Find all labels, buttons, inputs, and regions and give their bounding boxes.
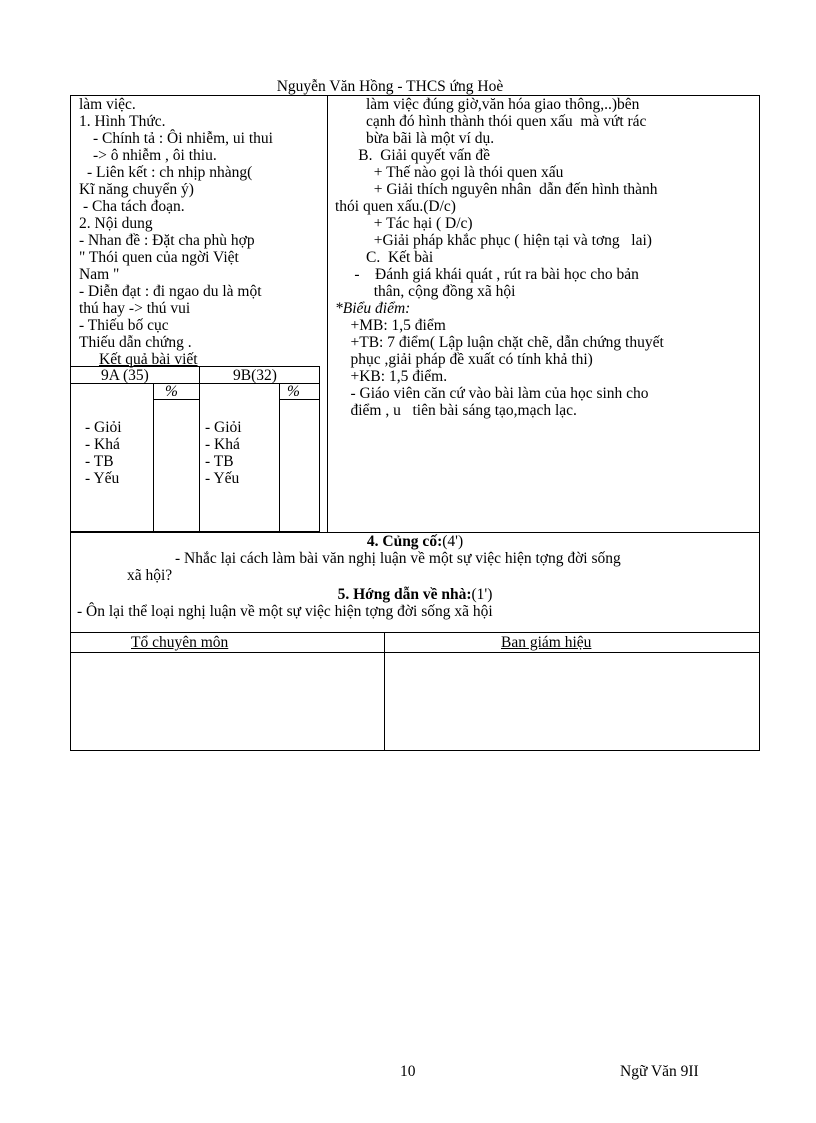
left-line-1: 1. Hình Thức. — [79, 113, 166, 130]
grade-kha-b: - Khá — [205, 436, 240, 453]
percent-a: % — [165, 383, 178, 400]
class-9b-header: 9B(32) — [233, 367, 277, 384]
grade-yeu-a: - Yếu — [85, 470, 120, 487]
results-table — [70, 366, 320, 532]
left-line-8: - Nhan đề : Đặt cha phù hợp — [79, 232, 255, 249]
grade-kha-a: - Khá — [85, 436, 120, 453]
page-number: 10 — [400, 1063, 416, 1080]
section5-title: 5. Hớng dẫn về nhà: — [337, 586, 472, 603]
grade-gioi-a: - Giỏi — [85, 419, 122, 436]
section5-time: (1') — [471, 586, 493, 603]
section4-text-2: xã hội? — [127, 567, 173, 584]
left-line-4: - Liên kết : ch nhịp nhàng( — [87, 164, 253, 181]
grade-tb-b: - TB — [205, 453, 234, 470]
right-line-6: thói quen xấu.(D/c) — [335, 198, 456, 215]
grade-gioi-b: - Giỏi — [205, 419, 242, 436]
left-line-11: - Diễn đạt : đi ngao du là một — [79, 283, 262, 300]
class-9a-header: 9A (35) — [101, 367, 149, 384]
lesson-table — [70, 95, 760, 751]
grade-yeu-b: - Yếu — [205, 470, 240, 487]
section5-heading — [71, 586, 759, 603]
section4-time: (4') — [442, 533, 464, 550]
score-line-0: +MB: 1,5 điểm — [335, 317, 446, 334]
score-line-3: +KB: 1,5 điểm. — [335, 368, 448, 385]
right-line-7: + Tác hại ( D/c) — [335, 215, 473, 232]
signature-ban-giam-hieu: Ban giám hiệu — [501, 634, 592, 651]
results-vline-3 — [279, 383, 280, 531]
right-column — [335, 96, 755, 419]
left-line-0: làm việc. — [79, 96, 136, 113]
left-line-6: - Cha tách đoạn. — [83, 198, 185, 215]
score-line-5: điểm , u tiên bài sáng tạo,mạch lạc. — [335, 402, 577, 419]
left-line-14: Thiếu dẫn chứng . — [79, 334, 192, 351]
score-line-4: - Giáo viên căn cứ vào bài làm của học sinh cho — [335, 385, 649, 402]
left-line-15: Kết quả bài viết — [99, 351, 198, 368]
signature-to-chuyen-mon: Tổ chuyên môn — [131, 634, 229, 651]
signature-header-line — [71, 652, 759, 653]
right-line-3: B. Giải quyết vấn đề — [335, 147, 490, 164]
section5-text: - Ôn lại thể loại nghị luận về một sự việc hiện tợng đời sống xã hội — [77, 603, 493, 620]
section4-heading — [71, 533, 759, 550]
section4-title: 4. Củng cố: — [366, 533, 443, 550]
left-line-7: 2. Nội dung — [79, 215, 153, 232]
signature-divider — [384, 632, 385, 750]
left-line-3: -> ô nhiễm , ôi thiu. — [93, 147, 217, 164]
signature-top-line — [71, 632, 759, 633]
right-line-2: bừa bãi là một ví dụ. — [335, 130, 495, 147]
page-header-author: Nguyễn Văn Hồng - THCS ứng Hoè — [276, 78, 504, 95]
right-line-11: thân, cộng đồng xã hội — [335, 283, 516, 300]
grade-tb-a: - TB — [85, 453, 114, 470]
right-line-10: - Đánh giá khái quát , rút ra bài học cho bản — [335, 266, 639, 283]
right-line-9: C. Kết bài — [335, 249, 434, 266]
left-line-13: - Thiếu bố cục — [79, 317, 169, 334]
right-line-5: + Giải thích nguyên nhân dẫn đến hình thành — [335, 181, 658, 198]
right-line-4: + Thế nào gọi là thói quen xấu — [335, 164, 564, 181]
percent-b: % — [287, 383, 300, 400]
section4-text-1: - Nhắc lại cách làm bài văn nghị luận về một sự việc hiện tợng đời sống — [175, 550, 621, 567]
left-line-9: " Thói quen của ngời Việt — [79, 249, 239, 266]
score-line-2: phục ,giải pháp đề xuất có tính khả thi) — [335, 351, 593, 368]
footer-subject: Ngữ Văn 9II — [620, 1063, 699, 1080]
results-vline-2 — [199, 367, 200, 531]
section-cung-co — [71, 532, 759, 632]
left-line-12: thú hay -> thú vui — [79, 300, 191, 317]
left-line-2: - Chính tả : Ôi nhiễm, ui thui — [93, 130, 273, 147]
right-line-0: làm việc đúng giờ,văn hóa giao thông,..)bên — [335, 96, 640, 113]
right-line-8: +Giải pháp khắc phục ( hiện tại và tơng lai) — [335, 232, 652, 249]
left-line-5: Kĩ năng chuyển ý) — [79, 181, 194, 198]
left-line-10: Nam " — [79, 266, 120, 283]
score-line-1: +TB: 7 điểm( Lập luận chặt chẽ, dẫn chứng thuyết — [335, 334, 664, 351]
score-title: *Biểu điểm: — [335, 300, 411, 317]
results-vline-1 — [153, 383, 154, 531]
right-line-1: cạnh đó hình thành thói quen xấu mà vứt rác — [335, 113, 647, 130]
left-column — [79, 96, 329, 368]
